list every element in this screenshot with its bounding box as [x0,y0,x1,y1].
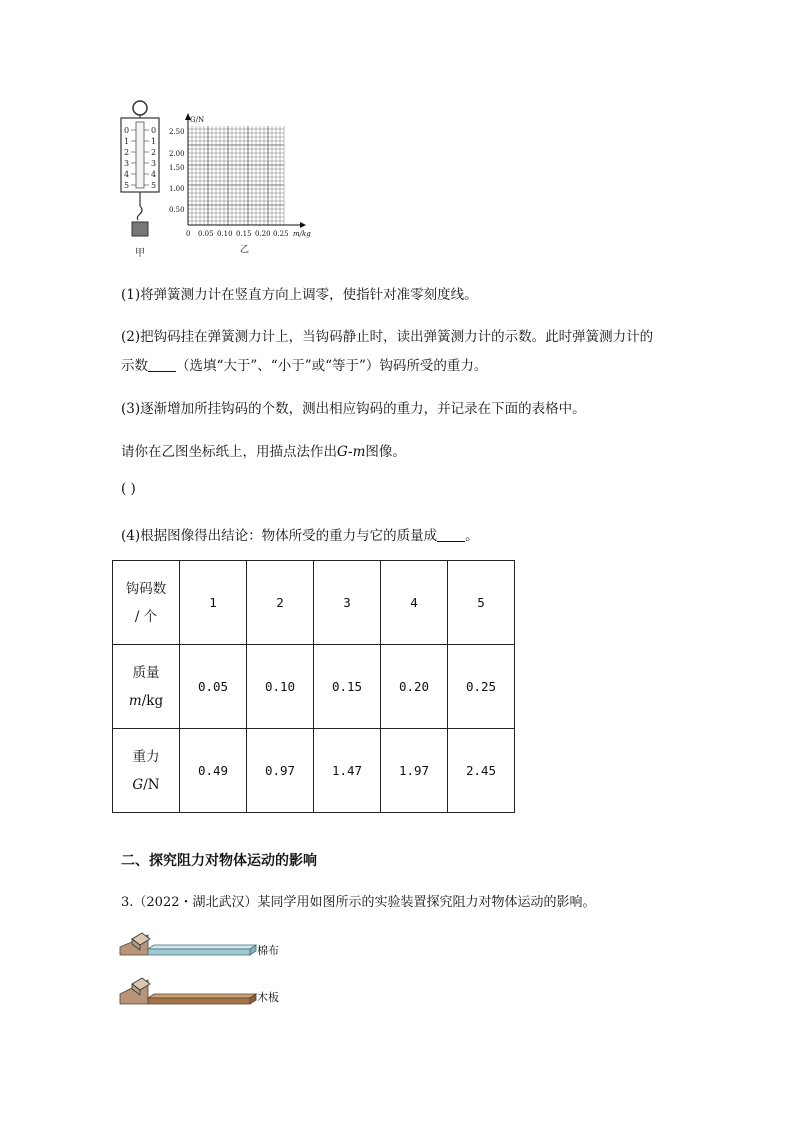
step-4-suffix: 。 [465,528,479,544]
step-4-text [121,524,479,544]
y-tick-0: 0.50 [169,206,185,214]
y-tick-1: 1.00 [169,185,185,193]
y-tick-2: 1.50 [169,164,185,172]
y-tick-4: 2.50 [169,128,185,136]
x-tick-3: 0.15 [236,230,252,238]
table-cell: 0.20 [381,645,448,729]
table-cell: 2.45 [448,729,515,813]
answer-blank-1[interactable] [148,359,176,372]
mass-label: 质量 [132,664,160,681]
table-cell: 0.10 [247,645,314,729]
table-row-mass [113,645,515,729]
table-cell: 0.25 [448,645,515,729]
scale-left-5: 5 [124,181,130,190]
step-4-prefix: (4)根据图像得出结论：物体所受的重力与它的质量成 [121,528,438,544]
table-cell: 0.49 [180,729,247,813]
table-cell: 2 [247,561,314,645]
scale-left-4: 4 [124,170,130,179]
table-cell: 0.97 [247,729,314,813]
question-3-text: 3.（2022・湖北武汉）某同学用如图所示的实验装置探究阻力对物体运动的影响。 [121,895,596,910]
x-tick-0: 0 [186,230,191,238]
row-head-count [113,561,180,645]
ramp-cotton-figure [118,925,298,965]
weight-symbol: G [132,776,144,793]
x-tick-2: 0.10 [217,230,233,238]
scale-left-0: 0 [124,126,130,135]
table-cell: 0.05 [180,645,247,729]
table-cell: 5 [448,561,515,645]
table-cell: 0.15 [314,645,381,729]
row-head-mass [113,645,180,729]
scale-left-3: 3 [124,159,130,168]
answer-parentheses[interactable]: ( ) [121,481,136,497]
scale-right-4: 4 [151,170,157,179]
mass-symbol: m [128,692,142,709]
step-2-suffix: （选填“大于”、“小于”或“等于”）钩码所受的重力。 [176,358,488,374]
data-table [112,560,515,813]
plot-instruction-math: G-m [337,444,366,460]
yi-label: 乙 [240,245,250,255]
step-3-text: (3)逐渐增加所挂钩码的个数，测出相应钩码的重力，并记录在下面的表格中。 [121,401,586,417]
plot-instruction-suffix: 图像。 [365,444,406,460]
x-tick-4: 0.20 [255,230,271,238]
x-axis-label: m/kg [293,230,311,238]
jia-label: 甲 [135,248,145,259]
y-tick-3: 2.00 [169,150,185,158]
step-2-text: (2)把钩码挂在弹簧测力计上，当钩码静止时，读出弹簧测力计的示数。此时弹簧测力计的 [121,329,654,345]
table-row-weight [113,729,515,813]
x-tick-1: 0.05 [198,230,214,238]
x-tick-5: 0.25 [273,230,289,238]
step-2-continuation [121,354,487,374]
count-label: 钩码数 [125,580,167,597]
step-1-text: (1)将弹簧测力计在竖直方向上调零，使指针对准零刻度线。 [121,287,478,303]
plot-instruction [121,440,406,460]
table-cell: 1.97 [381,729,448,813]
scale-right-3: 3 [151,159,157,168]
table-cell: 4 [381,561,448,645]
grid-graph-figure [160,112,320,262]
weight-label: 重力 [132,748,160,765]
mass-unit: /kg [141,692,164,709]
label-cotton: 棉布 [257,944,279,957]
table-cell: 1.47 [314,729,381,813]
scale-left-2: 2 [124,148,130,157]
table-cell: 3 [314,561,381,645]
count-unit: / 个 [134,608,158,625]
step-2-prefix: 示数 [121,358,148,374]
scale-left-1: 1 [124,137,130,146]
table-row-count [113,561,515,645]
weight-unit: /N [143,776,160,793]
scale-right-0: 0 [151,126,157,135]
scale-right-2: 2 [151,148,157,157]
answer-blank-2[interactable] [437,529,465,542]
ramp-wood-figure [118,972,298,1012]
y-axis-label: G/N [190,116,205,124]
label-wood: 木板 [257,991,279,1004]
plot-instruction-prefix: 请你在乙图坐标纸上，用描点法作出 [121,444,337,460]
scale-right-1: 1 [151,137,157,146]
scale-right-5: 5 [151,181,157,190]
row-head-weight [113,729,180,813]
table-cell: 1 [180,561,247,645]
section-2-heading: 二、探究阻力对物体运动的影响 [121,853,317,869]
